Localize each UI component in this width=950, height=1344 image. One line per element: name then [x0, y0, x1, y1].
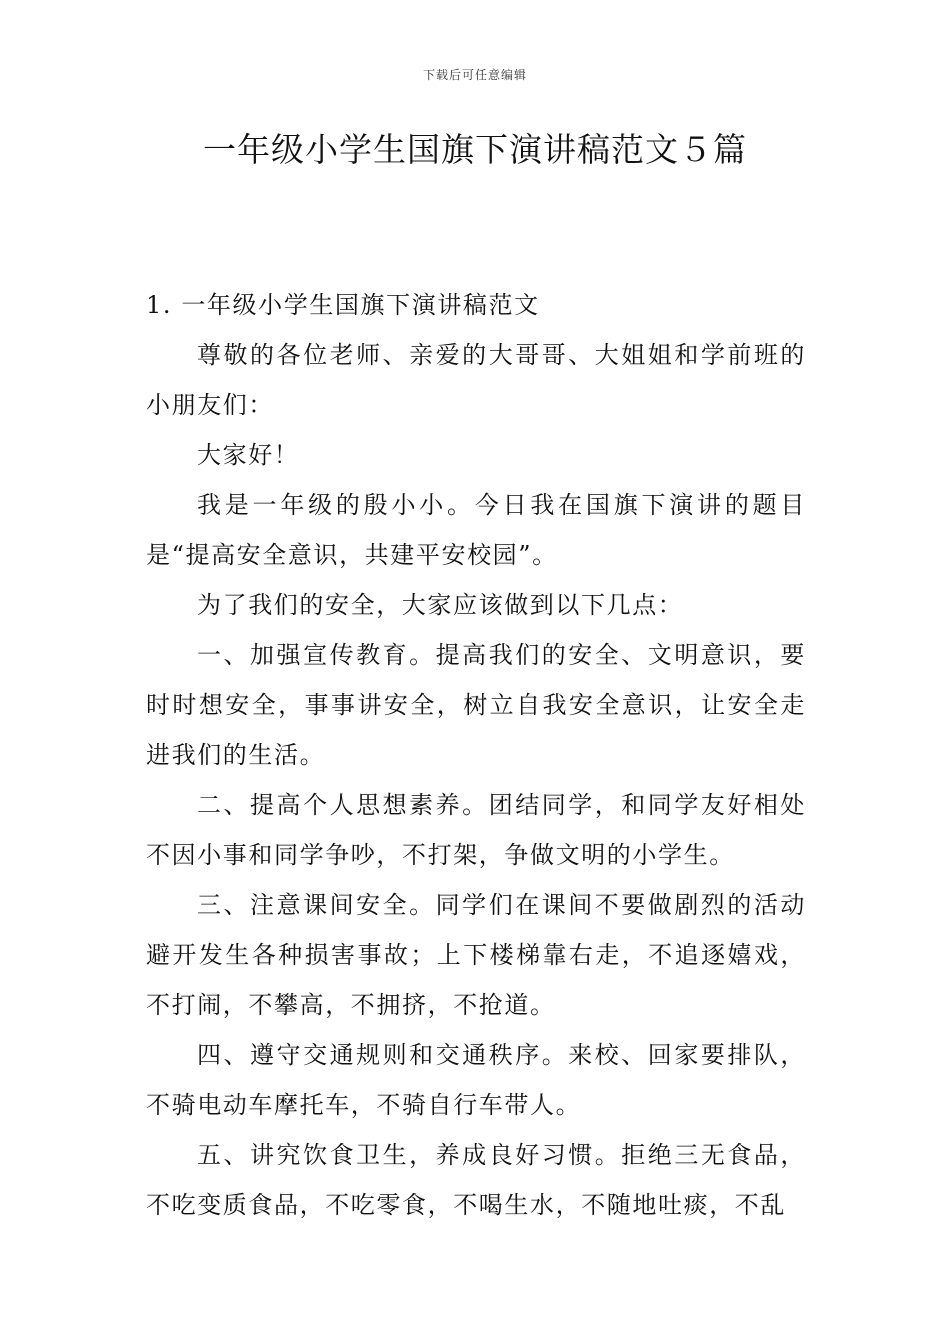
paragraph-point-5: 五、讲究饮食卫生，养成良好习惯。拒绝三无食品，不吃变质食品，不吃零食，不喝生水，不随地吐痰，不乱: [146, 1141, 806, 1219]
paragraph-point-4: 四、遵守交通规则和交通秩序。来校、回家要排队，不骑电动车摩托车，不骑自行车带人。: [146, 1041, 806, 1119]
document-title: 一年级小学生国旗下演讲稿范文５篇: [203, 130, 747, 169]
document-body: [146, 280, 806, 1230]
header-note: 下载后可任意编辑: [422, 68, 527, 82]
paragraph-point-3: 三、注意课间安全。同学们在课间不要做剧烈的活动避开发生各种损害事故；上下楼梯靠右走，不追逐嬉戏，不打闹，不攀高，不拥挤，不抢道。: [146, 891, 806, 1019]
paragraph-lead-in: 为了我们的安全，大家应该做到以下几点：: [197, 591, 684, 619]
section-heading: 1. 一年级小学生国旗下演讲稿范文: [146, 291, 540, 319]
paragraph-salutation: 尊敬的各位老师、亲爱的大哥哥、大姐姐和学前班的小朋友们：: [146, 341, 806, 419]
paragraph-point-1: 一、加强宣传教育。提高我们的安全、文明意识，要时时想安全，事事讲安全，树立自我安全意识，让安全走进我们的生活。: [146, 641, 806, 769]
paragraph-greeting: 大家好！: [197, 441, 300, 469]
paragraph-point-2: 二、提高个人思想素养。团结同学，和同学友好相处不因小事和同学争吵，不打架，争做文明的小学生。: [146, 791, 806, 869]
paragraph-introduction: 我是一年级的殷小小。今日我在国旗下演讲的题目是“提高安全意识，共建平安校园”。: [146, 491, 806, 569]
